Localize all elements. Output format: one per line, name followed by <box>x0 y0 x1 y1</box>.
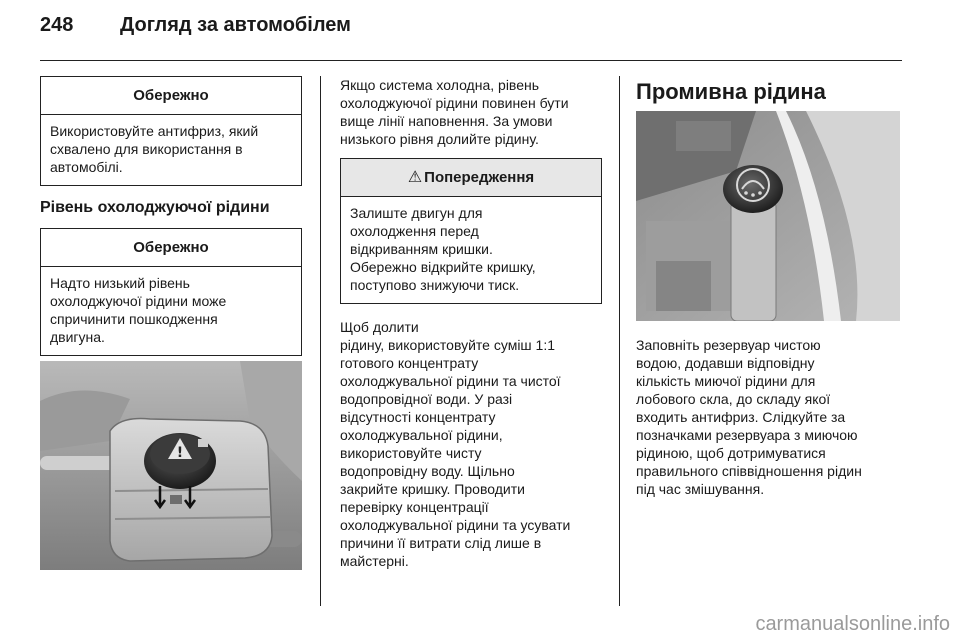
text-line: охолоджуючої рідини може <box>50 293 227 309</box>
caution-box <box>40 76 302 186</box>
coolant-reservoir-photo <box>40 361 302 570</box>
text-line: Заповніть резервуар чистою <box>636 337 821 353</box>
text-line: охолоджувальної рідини, <box>340 427 503 443</box>
text-line: Обережно відкрийте кришку, <box>350 259 536 275</box>
intro-paragraph <box>340 76 602 148</box>
text-line: охолоджувальної рідини та усувати <box>340 517 571 533</box>
caution-box <box>40 228 302 356</box>
warning-title: Попередження <box>424 169 535 186</box>
text-line: кількість миючої рідини для <box>636 373 816 389</box>
page-title: Догляд за автомобілем <box>120 14 351 36</box>
text-line: причини її витрати слід лише в <box>340 535 542 551</box>
text-line: Надто низький рівень <box>50 275 190 291</box>
text-line: поступово знижуючи тиск. <box>350 277 520 293</box>
text-line: водопровідної води. У разі <box>340 391 513 407</box>
text-line: водою, додавши відповідну <box>636 355 815 371</box>
text-line: Якщо система холодна, рівень <box>340 77 540 93</box>
warning-title-bar <box>341 159 601 197</box>
warning-body <box>341 197 601 303</box>
text-line: охолоджуючої рідини повинен бути <box>340 95 569 111</box>
text-line: водопровідну воду. Щільно <box>340 463 515 479</box>
body-paragraph <box>636 336 900 498</box>
text-line: правильного співвідношення рідин <box>636 463 862 479</box>
section-heading: Промивна рідина <box>636 79 826 104</box>
caution-title: Обережно <box>41 229 301 267</box>
text-line: під час змішування. <box>636 481 765 497</box>
page-number: 248 <box>40 14 74 36</box>
text-line: схвалено для використання в <box>50 141 243 157</box>
text-line: відкриванням кришки. <box>350 241 493 257</box>
text-line: лобового скла, до складу якої <box>636 391 831 407</box>
text-line: двигуна. <box>50 329 105 345</box>
column-divider <box>619 76 620 606</box>
body-paragraph <box>340 318 602 570</box>
watermark: carmanualsonline.info <box>755 613 950 635</box>
text-line: відсутності концентрату <box>340 409 496 425</box>
text-line: низького рівня долийте рідину. <box>340 131 539 147</box>
text-line: рідиною, щоб дотримуватися <box>636 445 826 461</box>
column-3 <box>636 76 900 116</box>
text-line: перевірку концентрації <box>340 499 489 515</box>
warning-box <box>340 158 602 304</box>
text-line: майстерні. <box>340 553 409 569</box>
text-line: спричинити пошкодження <box>50 311 218 327</box>
washer-reservoir-photo <box>636 111 900 321</box>
section-heading: Рівень охолоджуючої рідини <box>40 199 270 216</box>
text-line: входить антифриз. Слідкуйте за <box>636 409 846 425</box>
column-divider <box>320 76 321 606</box>
text-line: Використовуйте антифриз, який <box>50 123 259 139</box>
text-line: Залиште двигун для <box>350 205 483 221</box>
text-line: вище лінії наповнення. За умови <box>340 113 553 129</box>
column-1 <box>40 76 302 356</box>
text-line: Щоб долити <box>340 319 419 335</box>
text-line: використовуйте чисту <box>340 445 482 461</box>
warning-triangle-icon: ⚠ <box>407 169 423 186</box>
text-line: автомобілі. <box>50 159 123 175</box>
text-line: охолодження перед <box>350 223 479 239</box>
text-line: охолоджувальної рідини та чистої <box>340 373 561 389</box>
svg-text:!: ! <box>176 445 184 461</box>
text-line: закрийте кришку. Проводити <box>340 481 525 497</box>
caution-body <box>41 267 301 355</box>
column-2 <box>340 76 602 570</box>
text-line: готового концентрату <box>340 355 479 371</box>
caution-title: Обережно <box>41 77 301 115</box>
text-line: рідину, використовуйте суміш 1:1 <box>340 337 556 353</box>
header-rule <box>40 60 902 61</box>
caution-body <box>41 115 301 185</box>
text-line: позначками резервуара з миючою <box>636 427 858 443</box>
